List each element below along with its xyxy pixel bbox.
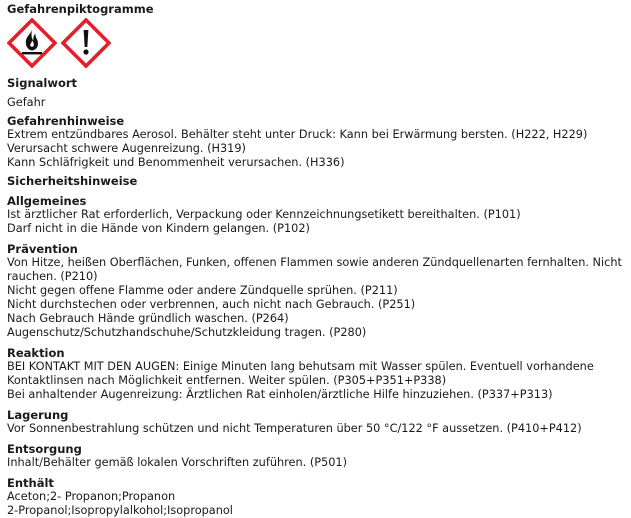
prevention-statement: Augenschutz/Schutzhandschuhe/Schutzkleidung tragen. (P280) [7, 326, 367, 339]
prevention-statement: Nicht gegen offene Flamme oder andere Zündquelle sprühen. (P211) [7, 284, 398, 297]
pictogram-row [7, 18, 627, 68]
general-heading: Allgemeines [7, 194, 87, 208]
pictograms-heading: Gefahrenpiktogramme [7, 2, 154, 16]
flame-icon [7, 18, 57, 68]
hazard-statement: Verursacht schwere Augenreizung. (H319) [7, 142, 246, 155]
reaction-heading: Reaktion [7, 346, 65, 360]
prevention-heading: Prävention [7, 242, 78, 256]
storage-statement: Vor Sonnenbestrahlung schützen und nicht Temperaturen über 50 °C/122 °F aussetzen. (P410+P412) [7, 422, 582, 435]
reaction-statement: Bei anhaltender Augenreizung: Ärztlichen Rat einholen/ärztliche Hilfe hinzuziehen. (P337+P313) [7, 388, 553, 401]
contains-heading: Enthält [7, 476, 54, 490]
hazard-statements-list [7, 128, 627, 170]
prevention-statement: Nach Gebrauch Hände gründlich waschen. (P264) [7, 312, 289, 325]
disposal-heading: Entsorgung [7, 442, 82, 456]
general-statement: Ist ärztlicher Rat erforderlich, Verpackung oder Kennzeichnungsetikett bereithalten. (P101) [7, 208, 521, 221]
exclamation-icon [61, 18, 111, 68]
hazard-statements-heading: Gefahrenhinweise [7, 114, 125, 128]
storage-heading: Lagerung [7, 408, 69, 422]
signal-word-value: Gefahr [7, 96, 46, 109]
ingredient-line: Aceton;2- Propanon;Propanon [7, 490, 176, 503]
precautionary-statements-heading: Sicherheitshinweise [7, 174, 138, 188]
ingredient-line: 2-Propanol;Isopropylalkohol;Isopropanol [7, 504, 233, 517]
hazard-statement: Extrem entzündbares Aerosol. Behälter steht unter Druck: Kann bei Erwärmung bersten. (H222, H229) [7, 128, 588, 141]
hazard-statement: Kann Schläfrigkeit und Benommenheit verursachen. (H336) [7, 156, 345, 169]
prevention-statement: Von Hitze, heißen Oberflächen, Funken, offenen Flammen sowie anderen Zündquellenarten fernhalten. Nicht rauchen. (P210) [7, 256, 622, 283]
reaction-statement: BEI KONTAKT MIT DEN AUGEN: Einige Minuten lang behutsam mit Wasser spülen. Eventuell vorhandene Kontaktlinsen nach Möglichkeit entfernen. Weiter spülen. (P305+P351+P338) [7, 360, 594, 387]
disposal-statement: Inhalt/Behälter gemäß lokalen Vorschriften zuführen. (P501) [7, 456, 348, 469]
general-statement: Darf nicht in die Hände von Kindern gelangen. (P102) [7, 222, 310, 235]
signal-word-heading: Signalwort [7, 76, 78, 90]
prevention-statement: Nicht durchstechen oder verbrennen, auch nicht nach Gebrauch. (P251) [7, 298, 416, 311]
